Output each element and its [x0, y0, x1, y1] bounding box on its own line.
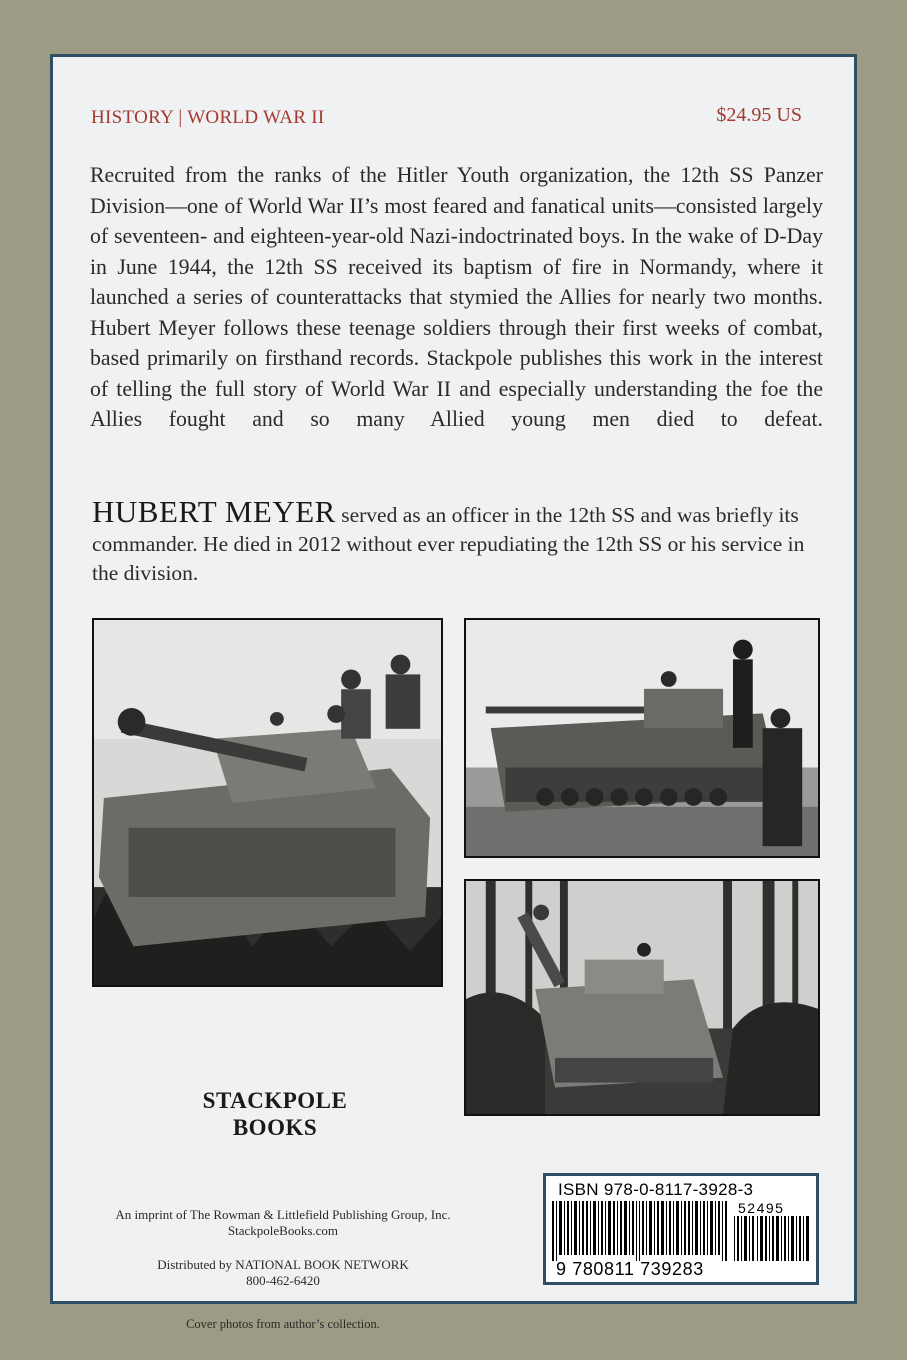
tank-photo-field — [464, 618, 820, 858]
publisher-logo-line2: BOOKS — [232, 1115, 318, 1140]
publisher-logo — [195, 1087, 355, 1141]
author-name: HUBERT MEYER — [92, 494, 336, 529]
price-label: $24.95 US — [716, 104, 802, 126]
book-description: Recruited from the ranks of the Hitler Youth organization, the 12th SS Panzer Division—one of World War II’s most feared and fanatical units—consisted largely of seventeen- and eighteen-year-old Nazi-indoctrinated boys. In the wake of D-Day in June 1944, the 12th SS received its baptism of fire in Normandy, where it launched a series of counterattacks that stymied the Allies for nearly two months. Hubert Meyer follows these teenage soldiers through their first weeks of combat, based primarily on firsthand records. Stackpole publishes this work in the interest of telling the full story of World War II and especially understanding the foe the Allies fought and so many Allied young men died to defeat. — [90, 163, 823, 431]
back-cover-panel — [50, 54, 857, 1331]
distributor-text: Distributed by NATIONAL BOOK NETWORK — [157, 1257, 409, 1272]
addon-barcode-bars — [734, 1216, 810, 1261]
photo-credits: Cover photos from author’s collection. — [186, 1317, 380, 1331]
isbn-number: ISBN 978-0-8117-3928-3 — [558, 1180, 754, 1199]
price-addon-code: 52495 — [738, 1200, 785, 1216]
category-label: HISTORY | WORLD WAR II — [91, 107, 325, 128]
imprint-info — [53, 1207, 513, 1239]
distributor-phone: 800-462-6420 — [246, 1273, 320, 1288]
tank-photo-forest — [464, 879, 820, 1116]
publisher-logo-line1: STACKPOLE — [202, 1088, 348, 1113]
author-bio — [92, 494, 812, 588]
publisher-website: StackpoleBooks.com — [227, 1223, 339, 1238]
barcode-box — [543, 1173, 819, 1285]
ean-digits: 9 780811 739283 — [556, 1259, 704, 1279]
distributor-info — [53, 1257, 513, 1289]
tank-photo-grass — [92, 618, 443, 987]
author-bio-text: served as an officer in the 12th SS and was briefly its commander. He died in 2012 without ever repudiating the 12th SS or his service in the division. — [92, 503, 805, 585]
barcode-bars — [552, 1201, 728, 1261]
imprint-text: An imprint of The Rowman & Littlefield Publishing Group, Inc. — [115, 1207, 451, 1222]
